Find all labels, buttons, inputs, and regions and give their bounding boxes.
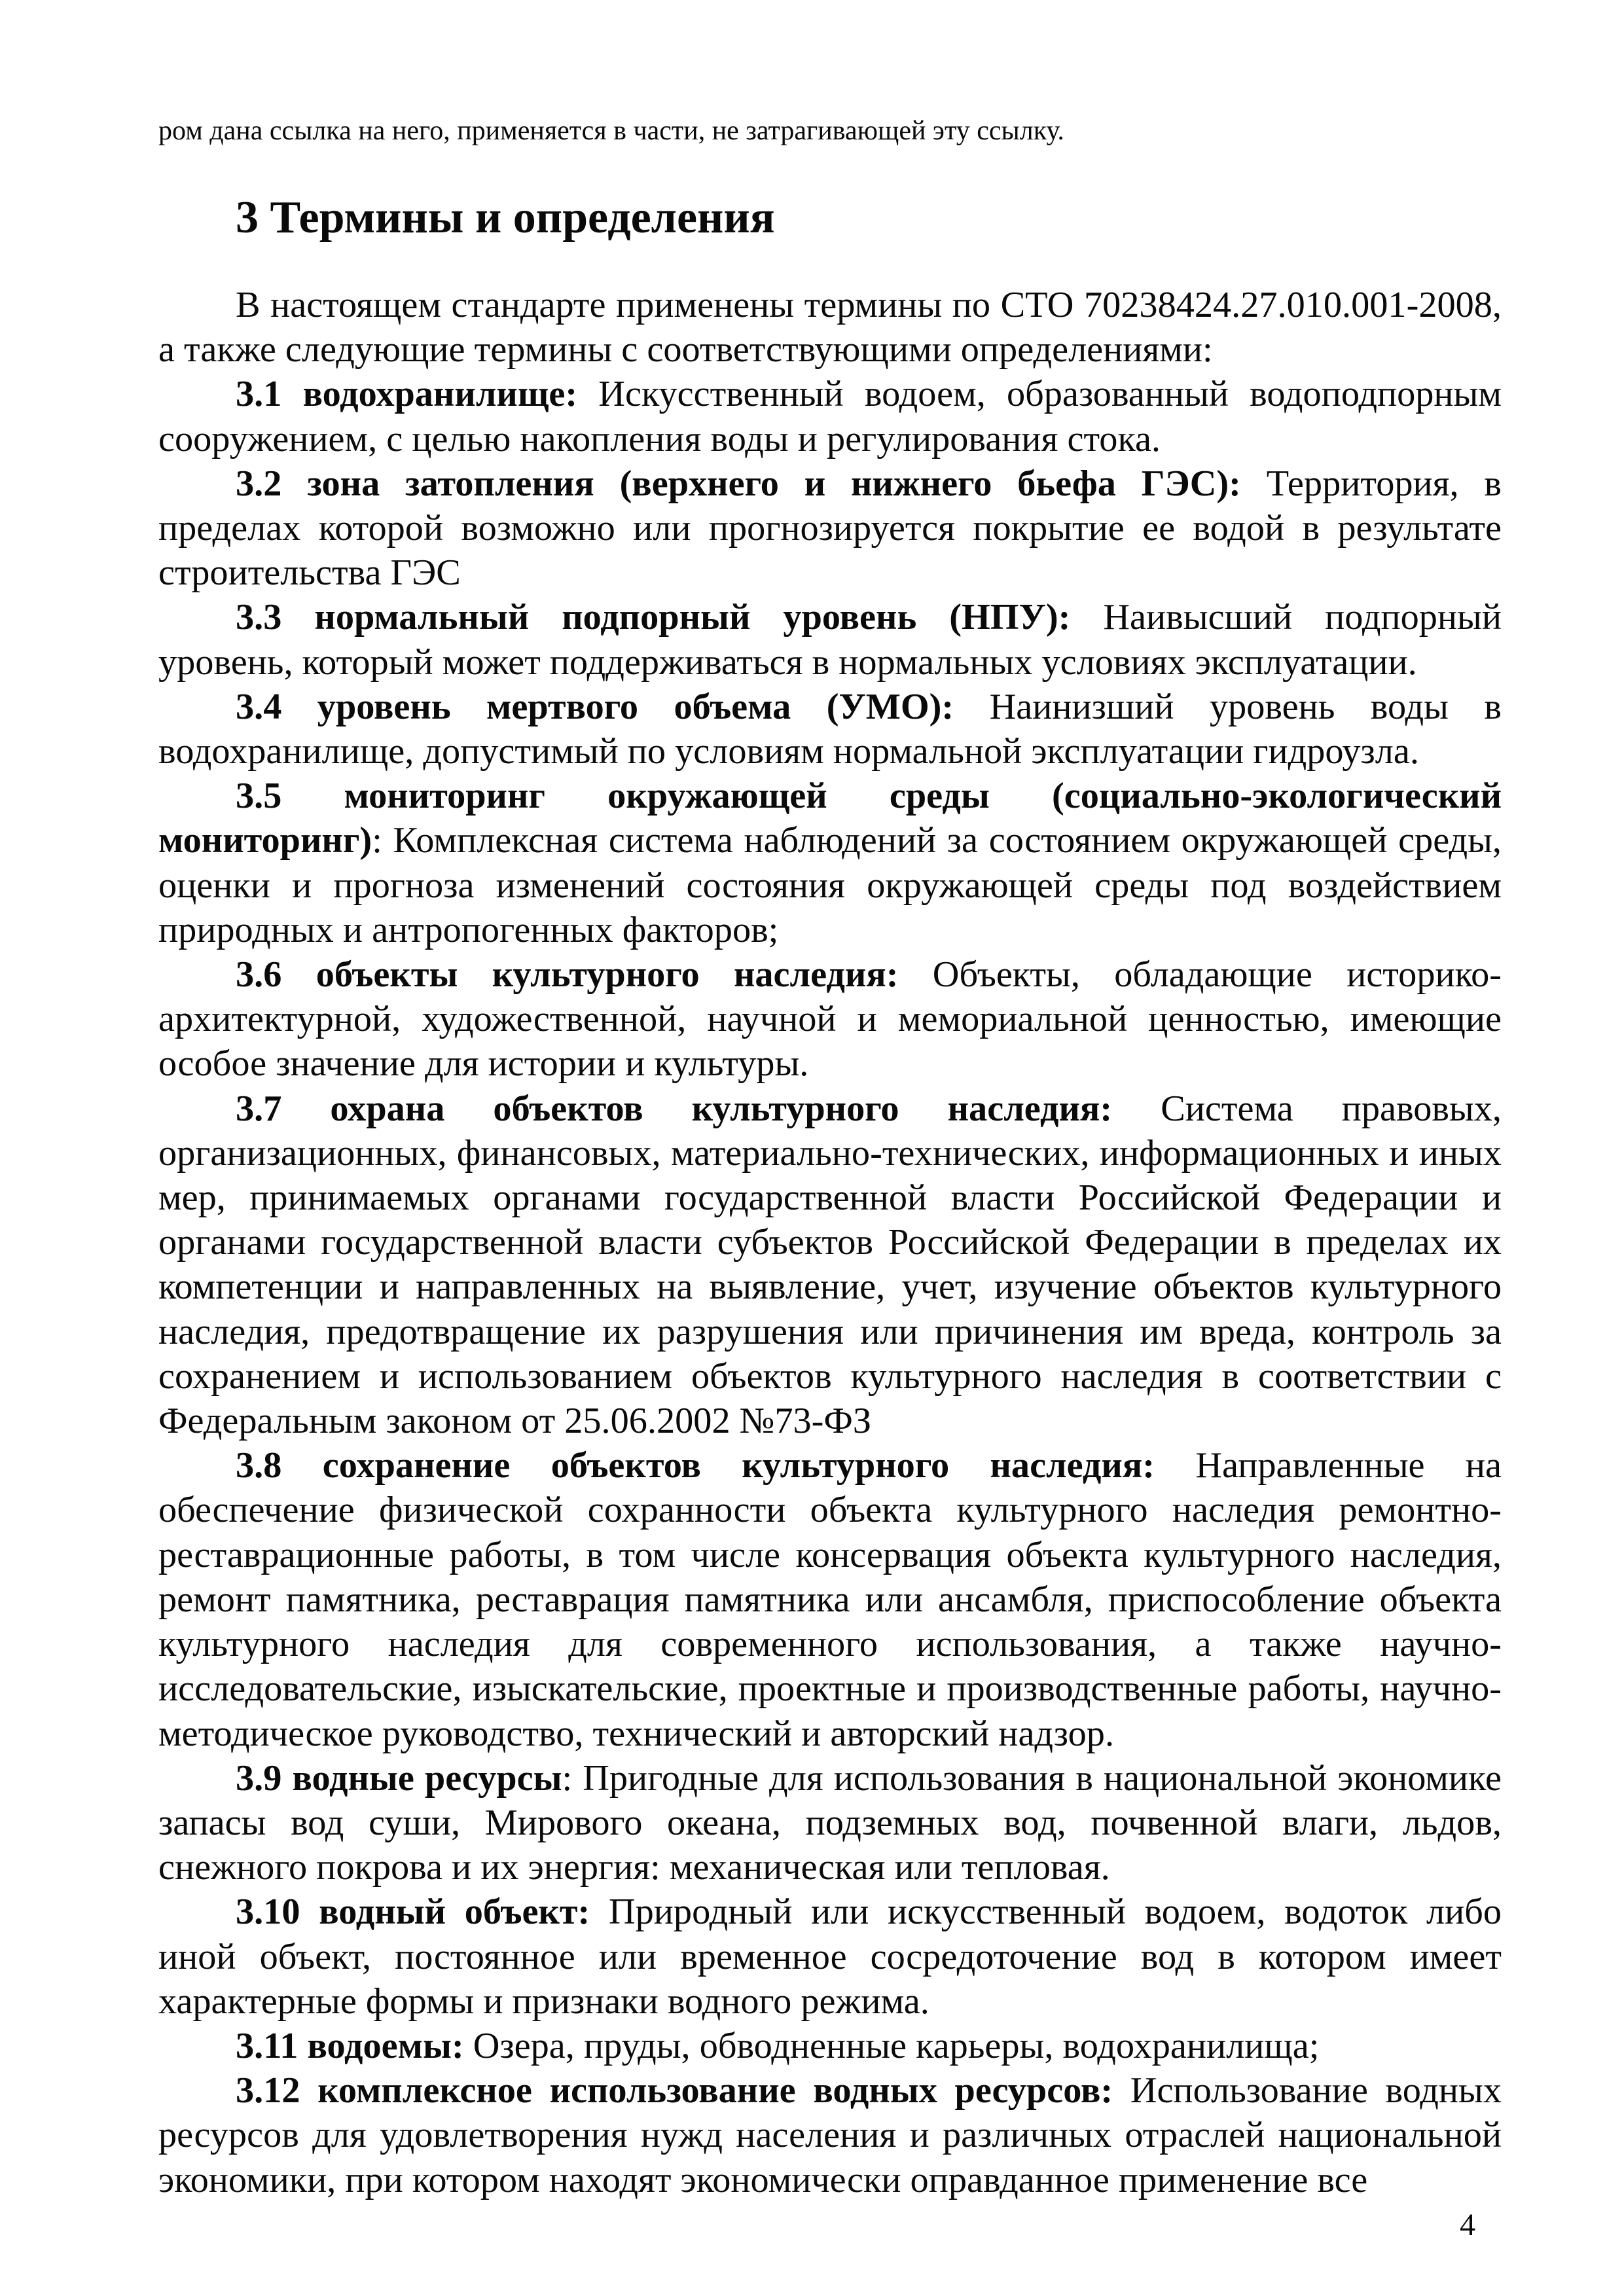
term-paragraph: [158, 774, 1502, 952]
term-name: 3.1 водохранилище:: [236, 374, 578, 415]
term-name: 3.4 уровень мертвого объема (УМО):: [236, 686, 954, 727]
term-paragraph: [158, 2068, 1502, 2202]
term-name: 3.3 нормальный подпорный уровень (НПУ):: [236, 597, 1071, 638]
page-number: 4: [1460, 2208, 1475, 2242]
document-page: [158, 111, 1502, 2202]
term-paragraph: [158, 952, 1502, 1086]
term-name: 3.8 сохранение объектов культурного наследия:: [236, 1445, 1155, 1486]
term-name: 3.7 охрана объектов культурного наследия:: [236, 1088, 1113, 1129]
term-paragraph: [158, 685, 1502, 774]
intro-paragraph: В настоящем стандарте применены термины по СТО 70238424.27.010.001-2008, а также следующие термины с соответствующими определениями:: [158, 285, 1502, 370]
term-name: 3.9 водные ресурсы: [236, 1757, 562, 1799]
term-definition: Территория, в пределах которой возможно или прогнозируется покрытие ее водой в результате строительства ГЭС: [158, 463, 1502, 594]
term-paragraph: [158, 461, 1502, 596]
term-definition: Объекты, обладающие историко-архитектурной, художественной, научной и мемориальной ценностью, имеющие особое значение для истории и культуры.: [158, 954, 1502, 1085]
term-definition: Наинизший уровень воды в водохранилище, допустимый по условиям нормальной эксплуатации гидроузла.: [158, 686, 1502, 772]
term-definition: Система правовых, организационных, финансовых, материально-технических, информационных и иных мер, принимаемых органами государственной власти Российской Федерации и органами государственной власти субъектов Российской Федерации в пределах их компетенции и направленных на выявление, учет, изучение объектов культурного наследия, предотвращение их разрушения или причинения им вреда, контроль за сохранением и использованием объектов культурного наследия в соответствии с Федеральным законом от 25.06.2002 №73-ФЗ: [158, 1088, 1502, 1442]
term-name: 3.10 водный объект:: [236, 1892, 590, 1933]
term-definition: Природный или искусственный водоем, водоток либо иной объект, постоянное или временное сосредоточение вод в котором имеет характерные формы и признаки водного режима.: [158, 1892, 1502, 2022]
section-body: [158, 283, 1502, 2202]
term-definition: Наивысший подпорный уровень, который может поддерживаться в нормальных условиях эксплуатации.: [158, 597, 1502, 683]
term-name: 3.6 объекты культурного наследия:: [236, 954, 899, 996]
term-paragraph: [158, 2024, 1502, 2068]
term-definition: Направленные на обеспечение физической сохранности объекта культурного наследия ремонтно-реставрационные работы, в том числе консервация объекта культурного наследия, ремонт памятника, реставрация памятника или ансамбля, приспособление объекта культурного наследия для современного использования, а также научно-исследовательские, изыскательские, проектные и производственные работы, научно-методическое руководство, технический и авторский надзор.: [158, 1445, 1502, 1754]
continuation-line: ром дана ссылка на него, применяется в части, не затрагивающей эту ссылку.: [158, 116, 1064, 146]
term-name: 3.12 комплексное использование водных ресурсов:: [236, 2070, 1113, 2111]
term-paragraph: [158, 1086, 1502, 1444]
term-definition: Использование водных ресурсов для удовлетворения нужд населения и различных отраслей национальной экономики, при котором находят экономически оправданное применение все: [158, 2070, 1502, 2200]
section-title: 3 Термины и определения: [236, 192, 775, 243]
term-name: 3.2 зона затопления (верхнего и нижнего бьефа ГЭС):: [236, 463, 1241, 504]
term-name: 3.5 мониторинг окружающей среды (социально-экологический мониторинг): [158, 776, 1502, 861]
term-definition: Озера, пруды, обводненные карьеры, водохранилища;: [463, 2025, 1320, 2066]
term-definition: : Пригодные для использования в национальной экономике запасы вод суши, Мирового океана, подземных вод, почвенной влаги, льдов, снежного покрова и их энергия: механическая или тепловая.: [158, 1757, 1502, 1888]
term-paragraph: [158, 1890, 1502, 2024]
term-paragraph: [158, 1443, 1502, 1755]
term-paragraph: [158, 1756, 1502, 1890]
term-paragraph: [158, 372, 1502, 461]
term-definition: Искусственный водоем, образованный водоподпорным сооружением, с целью накопления воды и регулирования стока.: [158, 374, 1502, 459]
term-definition: : Комплексная система наблюдений за состоянием окружающей среды, оценки и прогноза изменений состояния окружающей среды под воздействием природных и антропогенных факторов;: [158, 820, 1502, 950]
term-name: 3.11 водоемы:: [236, 2025, 464, 2066]
term-paragraph: [158, 595, 1502, 684]
